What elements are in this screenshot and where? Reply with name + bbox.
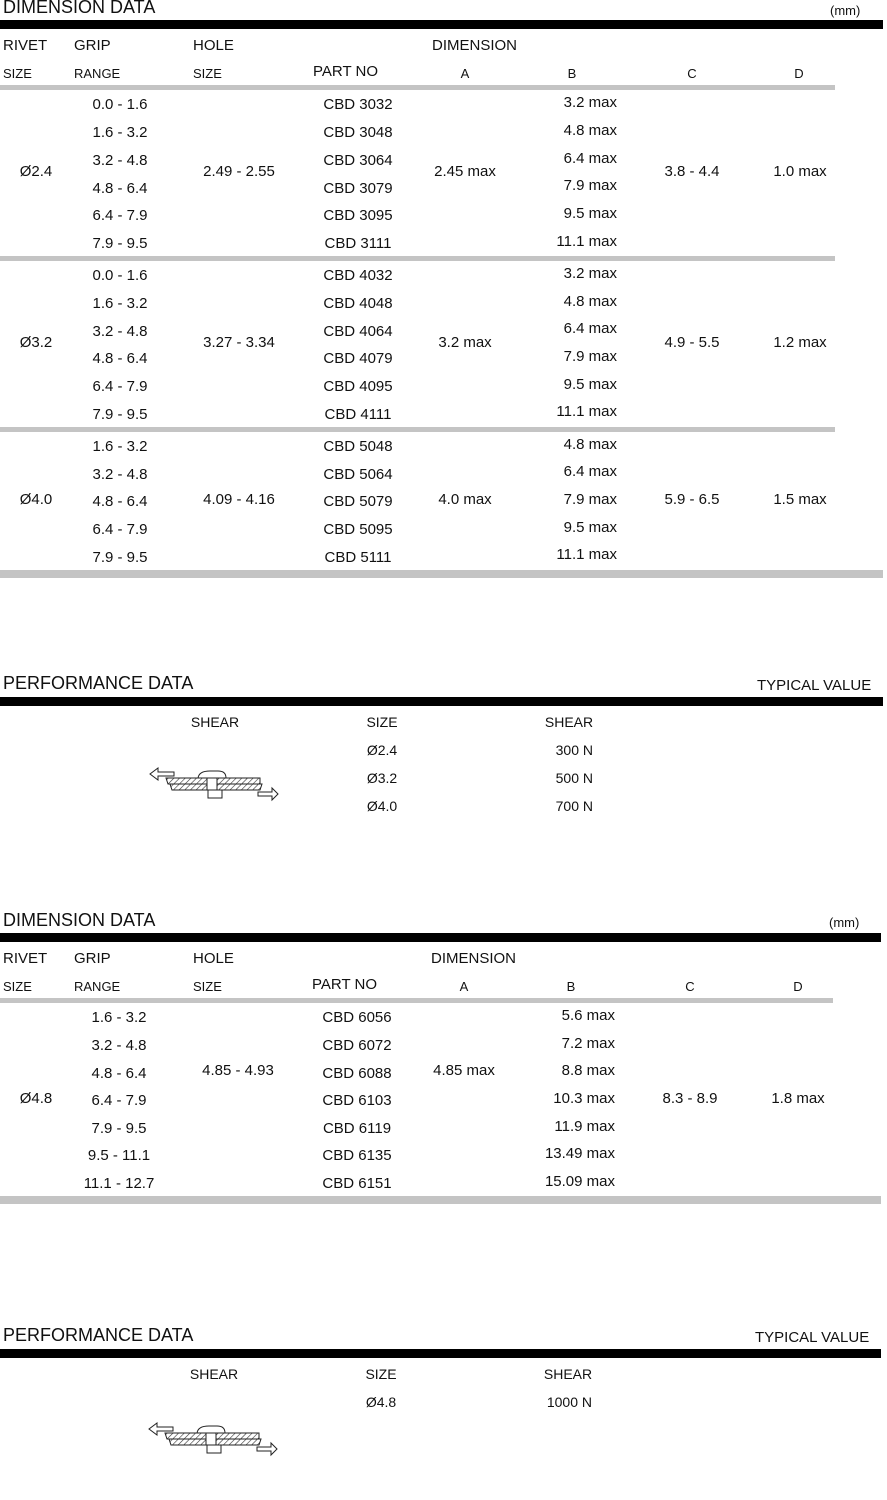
- shear-header: SHEAR: [543, 1366, 593, 1382]
- shear-header: SHEAR: [544, 714, 594, 730]
- header-hole: HOLE: [193, 37, 234, 54]
- grip-range: 7.9 - 9.5: [92, 406, 148, 423]
- grip-range: 4.8 - 6.4: [92, 493, 148, 510]
- dimension-b: 3.2 max: [563, 265, 617, 282]
- dimension-b: 10.3 max: [553, 1090, 615, 1107]
- grip-range: 1.6 - 3.2: [92, 124, 148, 141]
- part-number: CBD 6088: [322, 1065, 392, 1082]
- grip-range: 1.6 - 3.2: [92, 438, 148, 455]
- rivet-size: Ø4.8: [19, 1090, 53, 1107]
- dimension-b: 11.9 max: [554, 1118, 615, 1135]
- part-number: CBD 4079: [323, 350, 393, 367]
- grip-range: 11.1 - 12.7: [83, 1175, 155, 1192]
- grip-range: 3.2 - 4.8: [92, 323, 148, 340]
- grip-range: 3.2 - 4.8: [92, 466, 148, 483]
- header-c: C: [685, 979, 695, 994]
- part-number: CBD 3048: [323, 124, 393, 141]
- dimension-b: 7.9 max: [563, 348, 617, 365]
- grip-range: 4.8 - 6.4: [91, 1065, 147, 1082]
- perf-size: Ø3.2: [366, 770, 398, 786]
- header-divider: [0, 85, 835, 90]
- grip-range: 7.9 - 9.5: [92, 549, 148, 566]
- section-divider: [0, 697, 883, 706]
- unit-label: (mm): [829, 915, 860, 930]
- table-bottom-divider: [0, 1196, 881, 1204]
- grip-range: 0.0 - 1.6: [92, 267, 148, 284]
- dimension-d: 1.8 max: [771, 1090, 825, 1107]
- part-number: CBD 3079: [323, 180, 393, 197]
- hole-size: 4.85 - 4.93: [202, 1062, 274, 1079]
- size-header: SIZE: [366, 714, 398, 730]
- dimension-b: 5.6 max: [561, 1007, 615, 1024]
- part-number: CBD 4095: [323, 378, 393, 395]
- dimension-b: 8.8 max: [561, 1062, 615, 1079]
- dimension-b: 6.4 max: [563, 150, 617, 167]
- part-number: CBD 6072: [322, 1037, 392, 1054]
- header-c: C: [687, 66, 697, 81]
- dimension-c: 5.9 - 6.5: [664, 491, 720, 508]
- grip-range: 1.6 - 3.2: [91, 1009, 147, 1026]
- section-title: PERFORMANCE DATA: [3, 673, 194, 693]
- header-hole: HOLE: [193, 950, 234, 967]
- unit-label: (mm): [830, 3, 861, 18]
- dimension-b: 11.1 max: [556, 233, 617, 250]
- shear-test-diagram: [147, 1419, 279, 1461]
- header-grip: GRIP: [74, 37, 111, 54]
- header-size: SIZE: [3, 66, 32, 81]
- dimension-a: 4.85 max: [433, 1062, 495, 1079]
- dimension-d: 1.5 max: [773, 491, 827, 508]
- section-title: PERFORMANCE DATA: [3, 1325, 194, 1345]
- rivet-size: Ø2.4: [19, 163, 53, 180]
- part-number: CBD 3095: [323, 207, 393, 224]
- dimension-c: 3.8 - 4.4: [664, 163, 720, 180]
- dimension-b: 4.8 max: [563, 122, 617, 139]
- perf-shear: 700 N: [555, 798, 593, 814]
- perf-shear: 300 N: [555, 742, 593, 758]
- part-number: CBD 6056: [322, 1009, 392, 1026]
- part-number: CBD 4048: [323, 295, 393, 312]
- hole-size: 3.27 - 3.34: [203, 334, 275, 351]
- dimension-a: 2.45 max: [434, 163, 496, 180]
- header-dimension: DIMENSION: [432, 37, 518, 54]
- header-a: A: [460, 66, 470, 81]
- dimension-a: 4.0 max: [438, 491, 492, 508]
- grip-range: 7.9 - 9.5: [92, 235, 148, 252]
- grip-range: 4.8 - 6.4: [92, 350, 148, 367]
- part-number: CBD 3064: [323, 152, 393, 169]
- grip-range: 6.4 - 7.9: [91, 1092, 147, 1109]
- header-b: B: [567, 66, 577, 81]
- perf-size: Ø4.0: [366, 798, 398, 814]
- part-number: CBD 5064: [323, 466, 393, 483]
- part-number: CBD 5095: [323, 521, 393, 538]
- part-number: CBD 4032: [323, 267, 393, 284]
- hole-size: 4.09 - 4.16: [203, 491, 275, 508]
- part-number: CBD 6151: [322, 1175, 392, 1192]
- section-divider: [0, 933, 881, 942]
- header-d: D: [794, 66, 804, 81]
- table-bottom-divider: [0, 570, 883, 578]
- shear-test-diagram: [148, 764, 280, 806]
- dimension-b: 7.9 max: [563, 491, 617, 508]
- perf-shear: 1000 N: [546, 1394, 592, 1410]
- dimension-b: 7.2 max: [561, 1035, 615, 1052]
- part-number: CBD 6119: [322, 1120, 392, 1137]
- header-part-no: PART NO: [313, 63, 379, 80]
- typical-value-note: TYPICAL VALUE: [755, 1329, 870, 1346]
- dimension-b: 15.09 max: [544, 1173, 615, 1190]
- header-hole-size: SIZE: [193, 66, 222, 81]
- hole-size: 2.49 - 2.55: [203, 163, 275, 180]
- section-title: DIMENSION DATA: [3, 0, 156, 17]
- grip-range: 0.0 - 1.6: [92, 96, 148, 113]
- dimension-b: 11.1 max: [556, 546, 617, 563]
- part-number: CBD 4064: [323, 323, 393, 340]
- grip-range: 3.2 - 4.8: [92, 152, 148, 169]
- part-number: CBD 5111: [324, 549, 392, 566]
- part-number: CBD 3032: [323, 96, 393, 113]
- dimension-d: 1.0 max: [773, 163, 827, 180]
- header-size: SIZE: [3, 979, 32, 994]
- section-divider: [0, 1349, 881, 1358]
- header-a: A: [459, 979, 469, 994]
- header-part-no: PART NO: [312, 976, 378, 993]
- grip-range: 7.9 - 9.5: [91, 1120, 147, 1137]
- dimension-b: 9.5 max: [563, 519, 617, 536]
- header-d: D: [793, 979, 803, 994]
- header-grip: GRIP: [74, 950, 111, 967]
- rivet-size: Ø3.2: [19, 334, 53, 351]
- perf-shear: 500 N: [555, 770, 593, 786]
- grip-range: 6.4 - 7.9: [92, 378, 148, 395]
- grip-range: 4.8 - 6.4: [92, 180, 148, 197]
- part-number: CBD 6135: [322, 1147, 392, 1164]
- rivet-size: Ø4.0: [19, 491, 53, 508]
- header-hole-size: SIZE: [193, 979, 222, 994]
- header-rivet: RIVET: [3, 37, 48, 54]
- grip-range: 1.6 - 3.2: [92, 295, 148, 312]
- part-number: CBD 5048: [323, 438, 393, 455]
- shear-diagram-label: SHEAR: [190, 714, 240, 730]
- part-number: CBD 5079: [323, 493, 393, 510]
- typical-value-note: TYPICAL VALUE: [757, 677, 872, 694]
- grip-range: 6.4 - 7.9: [92, 521, 148, 538]
- dimension-b: 4.8 max: [563, 293, 617, 310]
- dimension-b: 9.5 max: [563, 205, 617, 222]
- size-header: SIZE: [365, 1366, 397, 1382]
- perf-size: Ø4.8: [365, 1394, 397, 1410]
- grip-range: 3.2 - 4.8: [91, 1037, 147, 1054]
- dimension-b: 7.9 max: [563, 177, 617, 194]
- dimension-b: 6.4 max: [563, 463, 617, 480]
- header-divider: [0, 998, 833, 1003]
- dimension-a: 3.2 max: [438, 334, 492, 351]
- header-dimension: DIMENSION: [431, 950, 517, 967]
- dimension-c: 4.9 - 5.5: [664, 334, 720, 351]
- section-title: DIMENSION DATA: [3, 910, 156, 930]
- section-divider: [0, 20, 883, 29]
- grip-range: 9.5 - 11.1: [87, 1147, 151, 1164]
- dimension-b: 3.2 max: [563, 94, 617, 111]
- header-rivet: RIVET: [3, 950, 48, 967]
- dimension-c: 8.3 - 8.9: [662, 1090, 718, 1107]
- part-number: CBD 4111: [324, 406, 392, 423]
- dimension-b: 11.1 max: [556, 403, 617, 420]
- dimension-b: 13.49 max: [544, 1145, 615, 1162]
- dimension-b: 4.8 max: [563, 436, 617, 453]
- dimension-b: 9.5 max: [563, 376, 617, 393]
- part-number: CBD 6103: [322, 1092, 392, 1109]
- perf-size: Ø2.4: [366, 742, 398, 758]
- dimension-b: 6.4 max: [563, 320, 617, 337]
- header-range: RANGE: [74, 979, 121, 994]
- header-range: RANGE: [74, 66, 121, 81]
- dimension-d: 1.2 max: [773, 334, 827, 351]
- group-divider: [0, 427, 835, 432]
- group-divider: [0, 256, 835, 261]
- shear-diagram-label: SHEAR: [189, 1366, 239, 1382]
- header-b: B: [566, 979, 576, 994]
- grip-range: 6.4 - 7.9: [92, 207, 148, 224]
- part-number: CBD 3111: [324, 235, 392, 252]
